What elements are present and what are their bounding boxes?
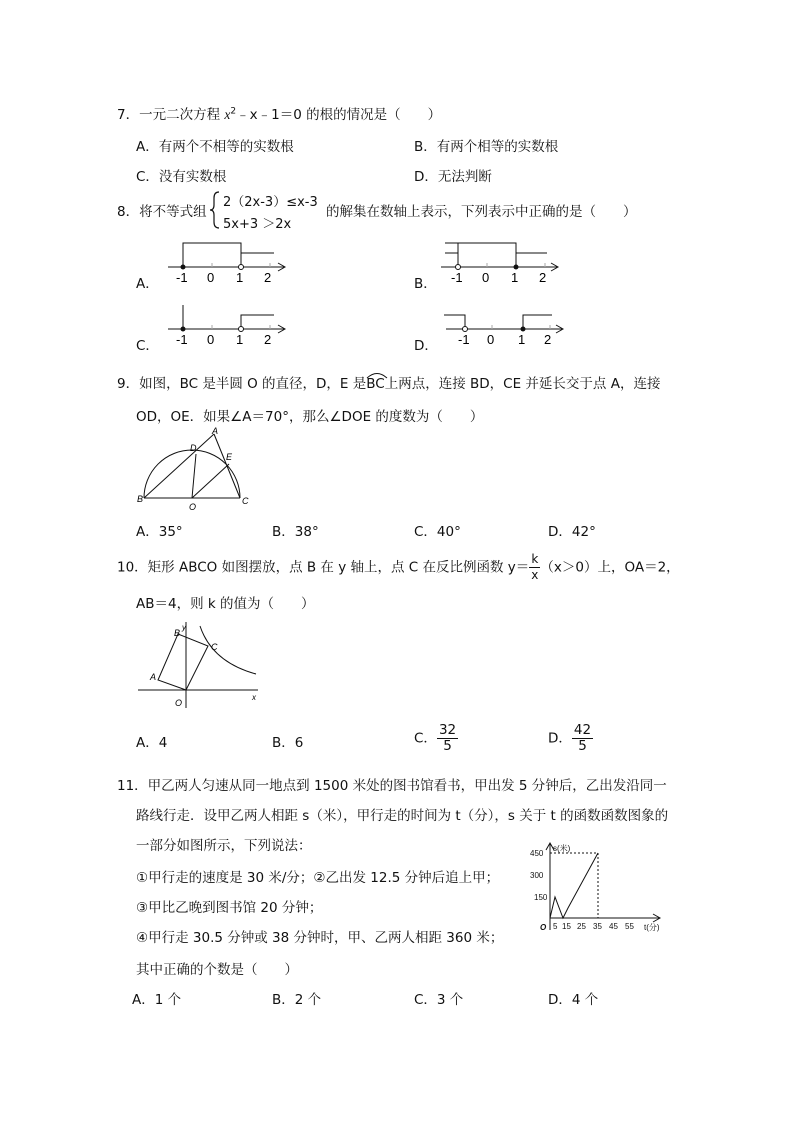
tick-label: 0 — [487, 332, 495, 347]
q8-option-d: D． — [414, 338, 438, 354]
q11-statement-1-2: ①甲行走的速度是 30 米/分；②乙出发 12.5 分钟后追上甲； — [136, 870, 500, 886]
y-tick: 450 — [530, 849, 544, 858]
q10-stem-line1: 10．矩形 ABCO 如图摆放，点 B 在 y 轴上，点 C 在反比例函数 y＝ $\frac{k}{x}$ （x＞0）上，OA＝2， — [117, 552, 680, 582]
x-tick: 25 — [577, 922, 586, 931]
q10-option-a: A．4 — [136, 735, 168, 751]
q8-numberline-a — [160, 237, 290, 287]
tick-label: -1 — [458, 332, 470, 347]
x-tick: 15 — [562, 922, 571, 931]
svg-text:C: C — [242, 496, 249, 506]
q7-option-c: C．没有实数根 — [136, 169, 227, 185]
tick-label: 0 — [207, 270, 215, 285]
q11-stem-line3: 一部分如图所示，下列说法： — [136, 838, 312, 854]
x-tick: 35 — [593, 922, 602, 931]
q7-stem: 7．一元二次方程 $x^2﹣x﹣1=0$ 的根的情况是（ ） — [117, 106, 442, 123]
tick-label: 1 — [511, 270, 519, 285]
svg-text:A: A — [212, 426, 219, 436]
q9-option-c: C．40° — [414, 524, 461, 540]
q11-stem-line1: 11．甲乙两人匀速从同一地点到 1500 米处的图书馆看书，甲出发 5 分钟后，乙出发沿同一 — [117, 778, 667, 794]
q11-graph — [520, 838, 670, 938]
tick-label: 0 — [482, 270, 490, 285]
q10-stem-line2: AB＝4，则 k 的值为（ ） — [136, 596, 315, 612]
q11-option-b: B．2 个 — [272, 992, 322, 1008]
tick-label: 2 — [544, 332, 552, 347]
svg-text:B: B — [174, 628, 181, 638]
tick-label: 2 — [539, 270, 547, 285]
q11-option-d: D．4 个 — [548, 992, 599, 1008]
q11-statement-4: ④甲行走 30.5 分钟或 38 分钟时，甲、乙两人相距 360 米； — [136, 930, 504, 946]
q8-inequality-1: 2（2x-3）≤x-3 — [223, 195, 318, 210]
y-axis-label: s(米) — [553, 844, 571, 853]
q8-brace — [209, 190, 221, 230]
x-tick: 45 — [609, 922, 618, 931]
q9-figure-semicircle — [134, 426, 254, 512]
arc-bc-symbol: BC — [366, 376, 384, 392]
q8-stem-post: 的解集在数轴上表示，下列表示中正确的是（ ） — [326, 204, 637, 220]
q8-option-a: A． — [136, 276, 159, 292]
q8-numberline-b — [435, 237, 565, 287]
y-tick: 150 — [534, 893, 548, 902]
q7-option-b: B．有两个相等的实数根 — [414, 139, 559, 155]
svg-text:x: x — [252, 693, 256, 702]
q9-option-d: D．42° — [548, 524, 596, 540]
q11-statement-3: ③甲比乙晚到图书馆 20 分钟； — [136, 900, 323, 916]
q9-stem-line2: OD，OE．如果∠A＝70°，那么∠DOE 的度数为（ ） — [136, 409, 484, 425]
q9-option-b: B．38° — [272, 524, 319, 540]
svg-text:A: A — [150, 672, 157, 682]
q7-option-a: A．有两个不相等的实数根 — [136, 139, 294, 155]
y-tick: 300 — [530, 871, 544, 880]
x-tick: 55 — [625, 922, 634, 931]
q8-numberline-c — [160, 299, 290, 349]
q9-stem-line1: 9．如图，BC 是半圆 O 的直径，D，E 是BC 上两点，连接 BD，CE 并延长交于点 A，连接 — [117, 372, 660, 392]
x-axis-label: t(分) — [644, 923, 660, 932]
q10-option-d: D． $\frac{42}{5}$ — [548, 722, 592, 754]
tick-label: 1 — [236, 270, 244, 285]
q8-numberline-d — [440, 299, 570, 349]
svg-text:C: C — [211, 642, 218, 652]
tick-label: -1 — [176, 332, 188, 347]
q10-option-c: C． $\frac{32}{5}$ — [414, 722, 457, 754]
q11-stem-line2: 路线行走．设甲乙两人相距 s（米），甲行走的时间为 t（分），s 关于 t 的函数函数图象的 — [136, 808, 669, 824]
q7-option-d: D．无法判断 — [414, 169, 492, 185]
q8-option-b: B． — [414, 276, 437, 292]
q11-stem-line4: 其中正确的个数是（ ） — [136, 962, 298, 978]
tick-label: -1 — [176, 270, 188, 285]
tick-label: 2 — [264, 270, 272, 285]
svg-text:E: E — [226, 452, 233, 462]
x-tick: 5 — [553, 922, 558, 931]
q8-stem-pre: 8．将不等式组 — [117, 204, 207, 220]
q11-option-c: C．3 个 — [414, 992, 464, 1008]
tick-label: 0 — [207, 332, 215, 347]
tick-label: -1 — [451, 270, 463, 285]
q9-option-a: A．35° — [136, 524, 183, 540]
svg-text:B: B — [137, 494, 144, 504]
tick-label: 2 — [264, 332, 272, 347]
q10-figure-rectangle — [134, 618, 264, 710]
q10-option-b: B．6 — [272, 735, 304, 751]
svg-text:O: O — [175, 698, 183, 708]
tick-label: 1 — [518, 332, 526, 347]
tick-label: 1 — [236, 332, 244, 347]
svg-text:y: y — [182, 623, 186, 632]
q8-option-c: C． — [136, 338, 159, 354]
svg-text:D: D — [190, 443, 197, 453]
q8-inequality-2: 5x+3 ＞2x — [223, 217, 292, 232]
svg-text:O: O — [189, 502, 197, 512]
q11-option-a: A．1 个 — [132, 992, 182, 1008]
origin-label: O — [540, 923, 547, 932]
